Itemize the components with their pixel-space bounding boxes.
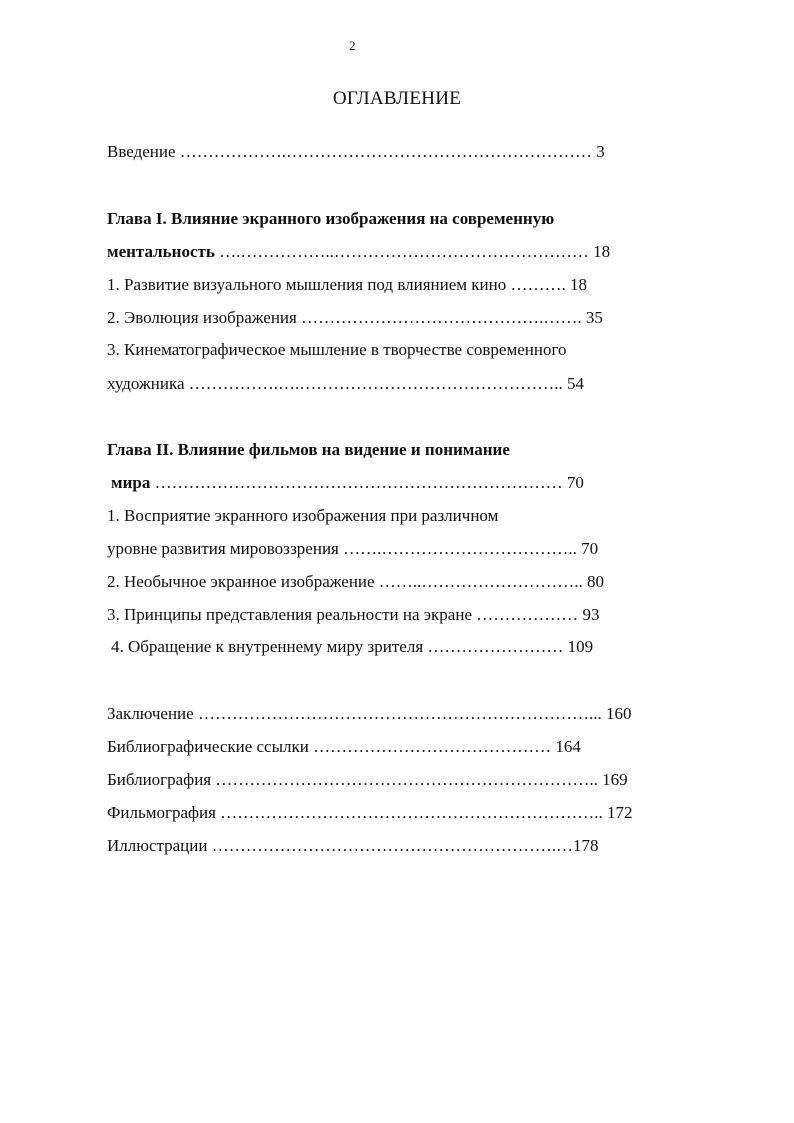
chapter-1-title-cont [107, 242, 610, 262]
chapter-2-leader: ……………………………………………………………… 70 [150, 473, 584, 492]
chapter-1-title: Глава I. Влияние экранного изображения на современную [107, 209, 555, 228]
toc-section-2-2: 2. Необычное экранное изображение ……..……………………….. 80 [107, 572, 605, 591]
toc-section-1-3-cont: художника …………….….……………………………………….. 54 [107, 374, 584, 393]
toc-section-2-4: 4. Обращение к внутреннему миру зрителя …………………… 109 [111, 637, 594, 656]
chapter-2-title: Глава II. Влияние фильмов на видение и понимание [107, 440, 510, 459]
chapter-1-title-word: ментальность [107, 242, 215, 261]
toc-section-1-1: 1. Развитие визуального мышления под влиянием кино ………. 18 [107, 275, 587, 294]
page-number: 2 [349, 38, 356, 53]
toc-section-2-1: 1. Восприятие экранного изображения при различном [107, 506, 499, 525]
toc-bibliographic-refs: Библиографические ссылки …………………………………… 164 [107, 737, 581, 756]
toc-section-1-2: 2. Эволюция изображения …………………………………….……. 35 [107, 308, 603, 327]
chapter-2-title-word: мира [111, 473, 151, 492]
toc-section-1-3: 3. Кинематографическое мышление в творчестве современного [107, 340, 567, 359]
chapter-1-leader: ….……………..……………………………………… 18 [214, 242, 611, 261]
chapter-2-title-cont [111, 473, 584, 493]
toc-bibliography: Библиография ………………………………………………………….. 169 [107, 770, 628, 789]
toc-filmography: Фильмография ………………………………………………………….. 172 [107, 803, 633, 822]
toc-section-2-1-cont: уровне развития мировоззрения …….…………………………….. 70 [107, 539, 599, 558]
toc-illustrations: Иллюстрации …………………………………………………….…178 [107, 836, 599, 855]
toc-conclusion: Заключение ……………………………………………………………... 160 [107, 704, 632, 723]
toc-intro: Введение ……………….……………………………………………… 3 [107, 142, 605, 161]
toc-section-2-3: 3. Принципы представления реальности на экране ……………… 93 [107, 605, 600, 624]
page-title: ОГЛАВЛЕНИЕ [332, 88, 462, 109]
